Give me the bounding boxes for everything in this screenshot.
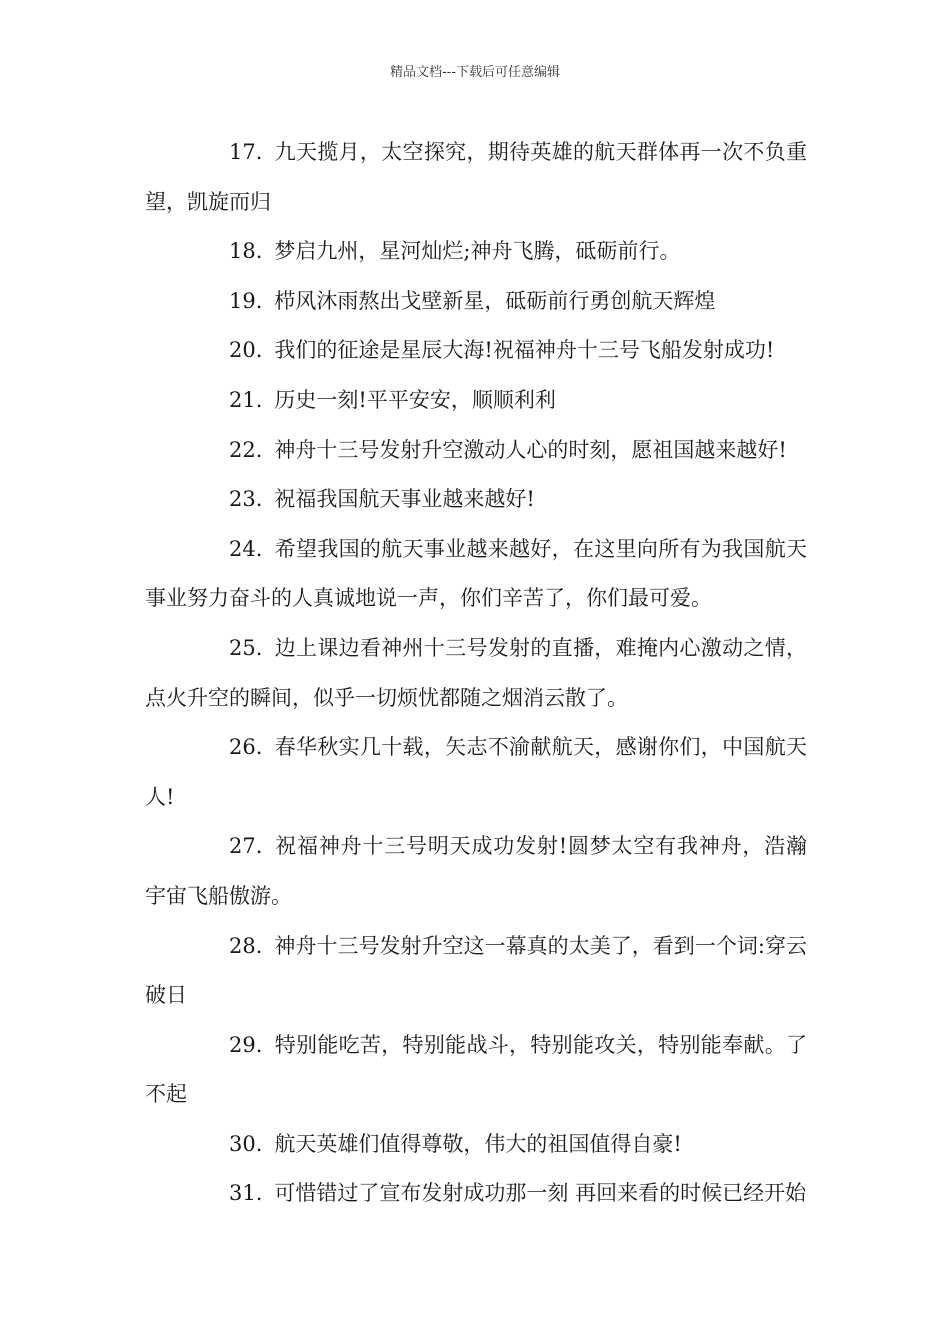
item-text: 春华秋实几十载，矢志不渝献航天，感谢你们，中国航天人! xyxy=(145,735,807,809)
list-item xyxy=(145,1169,807,1219)
item-number: 29. xyxy=(229,1032,263,1057)
list-item xyxy=(145,723,807,822)
list-item xyxy=(145,1120,807,1170)
item-number: 27. xyxy=(229,834,263,859)
item-text: 特别能吃苦，特别能战斗，特别能攻关，特别能奉献。了不起 xyxy=(145,1032,807,1107)
list-item xyxy=(145,525,807,624)
item-text: 祝福我国航天事业越来越好! xyxy=(274,487,535,512)
item-number: 21. xyxy=(229,387,263,412)
item-text: 航天英雄们值得尊敬，伟大的祖国值得自豪! xyxy=(274,1131,682,1156)
item-number: 24. xyxy=(229,536,263,561)
page-header: 精品文档---下载后可任意编辑 xyxy=(389,65,561,80)
item-number: 20. xyxy=(229,338,263,363)
list-item xyxy=(145,475,807,525)
item-text: 边上课边看神州十三号发射的直播，难掩内心激动之情，点火升空的瞬间，似乎一切烦忧都随之烟消云散了。 xyxy=(145,635,807,710)
item-number: 18. xyxy=(229,239,263,264)
item-text: 栉风沐雨熬出戈壁新星，砥砺前行勇创航天辉煌 xyxy=(274,288,716,313)
list-item xyxy=(145,624,807,723)
list-item xyxy=(145,277,807,327)
item-text: 可惜错过了宣布发射成功那一刻 再回来看的时候已经开始 xyxy=(274,1181,807,1206)
item-number: 19. xyxy=(229,288,263,313)
item-number: 23. xyxy=(229,487,263,512)
list-item xyxy=(145,1021,807,1120)
item-text: 希望我国的航天事业越来越好，在这里向所有为我国航天事业努力奋斗的人真诚地说一声，你们辛苦了，你们最可爱。 xyxy=(145,536,807,611)
list-item xyxy=(145,128,807,227)
list-item xyxy=(145,426,807,476)
list-item xyxy=(145,227,807,277)
item-number: 30. xyxy=(229,1131,263,1156)
list-item xyxy=(145,922,807,1021)
item-number: 22. xyxy=(229,437,263,462)
item-text: 我们的征途是星辰大海!祝福神舟十三号飞船发射成功! xyxy=(274,338,775,363)
item-number: 28. xyxy=(229,933,263,958)
list-item xyxy=(145,376,807,426)
item-text: 神舟十三号发射升空这一幕真的太美了，看到一个词:穿云破日 xyxy=(145,933,807,1008)
list-item xyxy=(145,326,807,376)
list-item xyxy=(145,822,807,921)
document-body xyxy=(145,128,807,1219)
item-number: 31. xyxy=(229,1181,263,1206)
item-text: 梦启九州，星河灿烂;神舟飞腾，砥砺前行。 xyxy=(274,239,681,264)
item-text: 神舟十三号发射升空激动人心的时刻，愿祖国越来越好! xyxy=(274,437,787,462)
item-number: 26. xyxy=(229,735,263,760)
item-number: 17. xyxy=(229,140,263,164)
item-text: 历史一刻!平平安安，顺顺利利 xyxy=(274,387,556,412)
item-number: 25. xyxy=(229,635,263,660)
item-text: 祝福神舟十三号明天成功发射!圆梦太空有我神舟，浩瀚宇宙飞船傲游。 xyxy=(145,834,807,908)
item-text: 九天揽月，太空探究，期待英雄的航天群体再一次不负重望，凯旋而归 xyxy=(145,140,807,214)
